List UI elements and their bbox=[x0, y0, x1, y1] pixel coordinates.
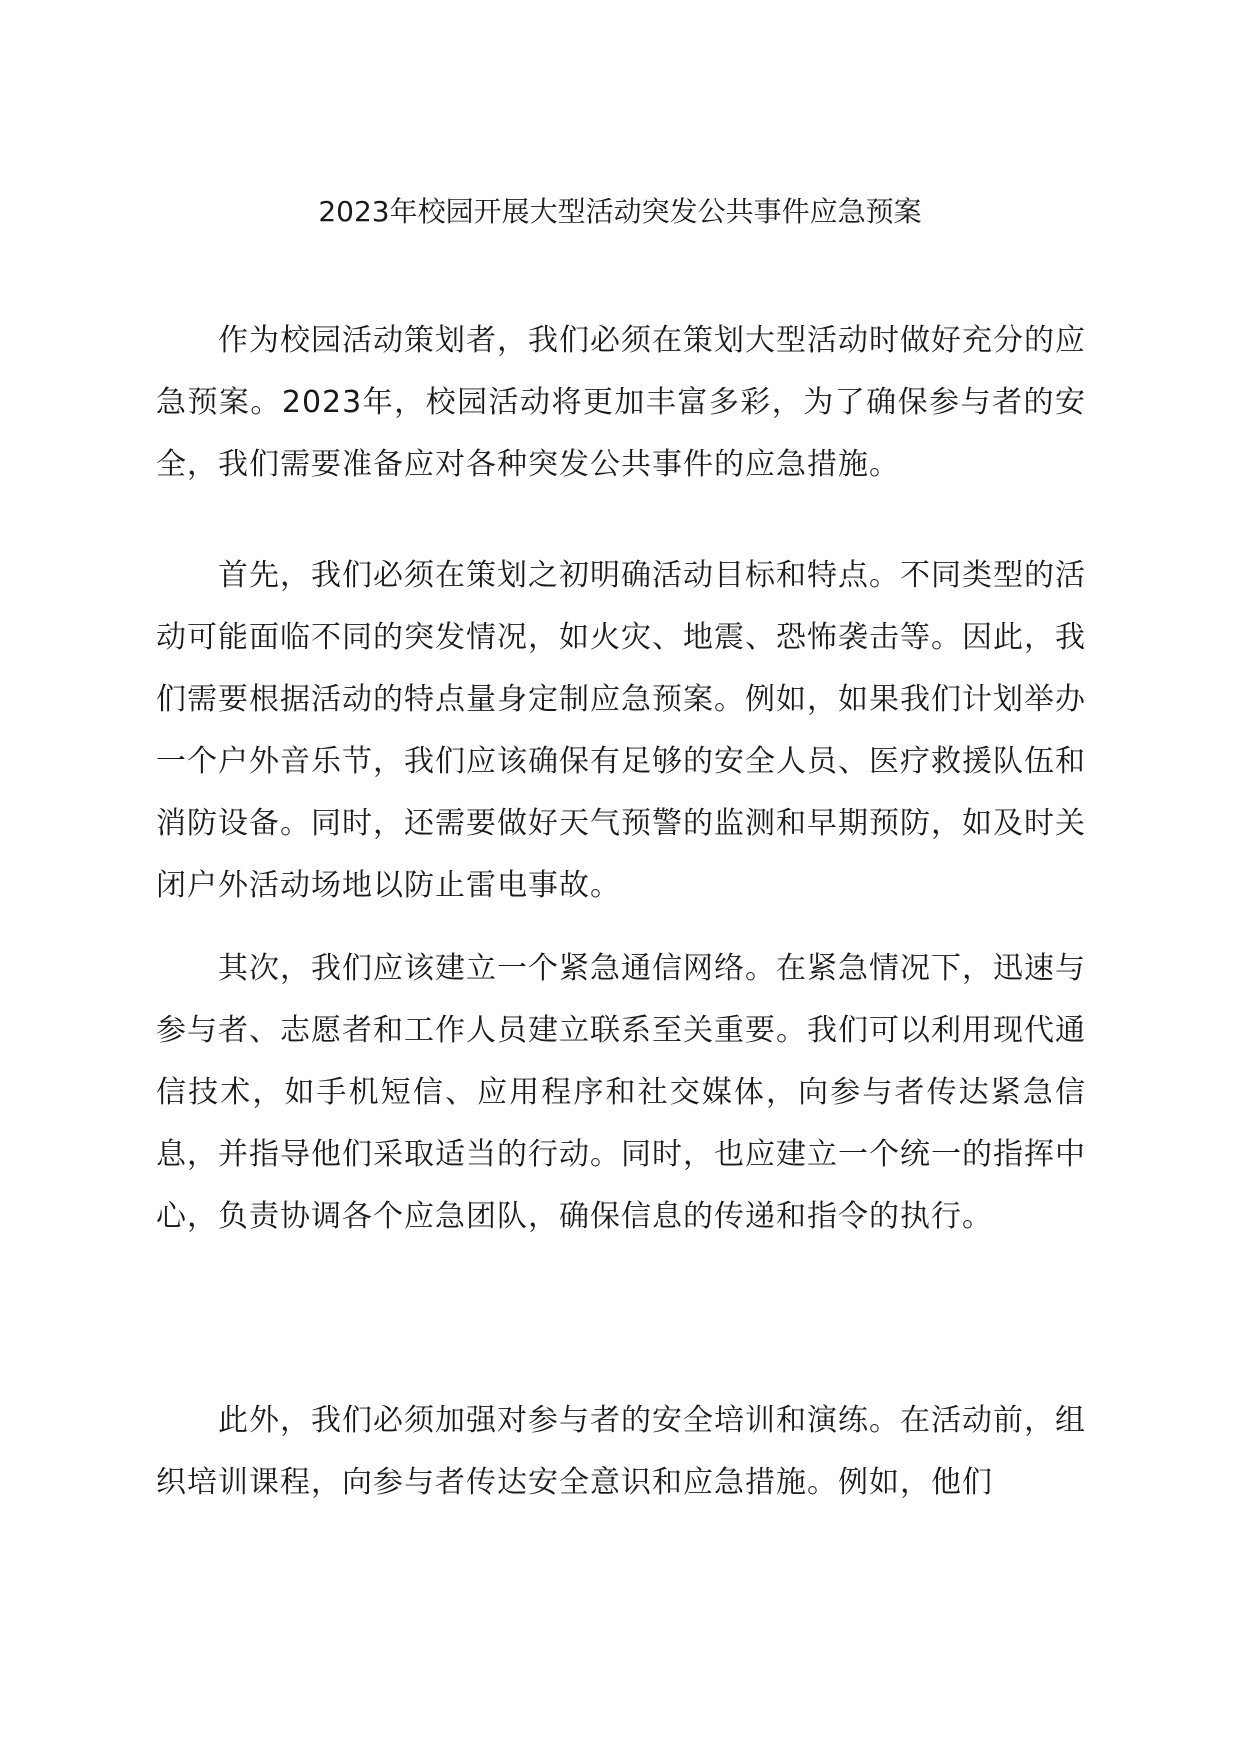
paragraph-intro: 作为校园活动策划者，我们必须在策划大型活动时做好充分的应急预案。2023年，校园活动将更加丰富多彩，为了确保参与者的安全，我们需要准备应对各种突发公共事件的应急措施。 bbox=[156, 323, 1086, 482]
paragraph-second: 其次，我们应该建立一个紧急通信网络。在紧急情况下，迅速与参与者、志愿者和工作人员建立联系至关重要。我们可以利用现代通信技术，如手机短信、应用程序和社交媒体，向参与者传达紧急信息，并指导他们采取适当的行动。同时，也应建立一个统一的指挥中心，负责协调各个应急团队，确保信息的传递和指令的执行。 bbox=[156, 951, 1086, 1234]
document-title: 2023年校园开展大型活动突发公共事件应急预案 bbox=[318, 195, 922, 228]
paragraph-first: 首先，我们必须在策划之初明确活动目标和特点。不同类型的活动可能面临不同的突发情况，如火灾、地震、恐怖袭击等。因此，我们需要根据活动的特点量身定制应急预案。例如，如果我们计划举办一个户外音乐节，我们应该确保有足够的安全人员、医疗救援队伍和消防设备。同时，还需要做好天气预警的监测和早期预防，如及时关闭户外活动场地以防止雷电事故。 bbox=[156, 558, 1086, 903]
paragraph-third: 此外，我们必须加强对参与者的安全培训和演练。在活动前，组织培训课程，向参与者传达安全意识和应急措施。例如，他们 bbox=[156, 1403, 1086, 1500]
